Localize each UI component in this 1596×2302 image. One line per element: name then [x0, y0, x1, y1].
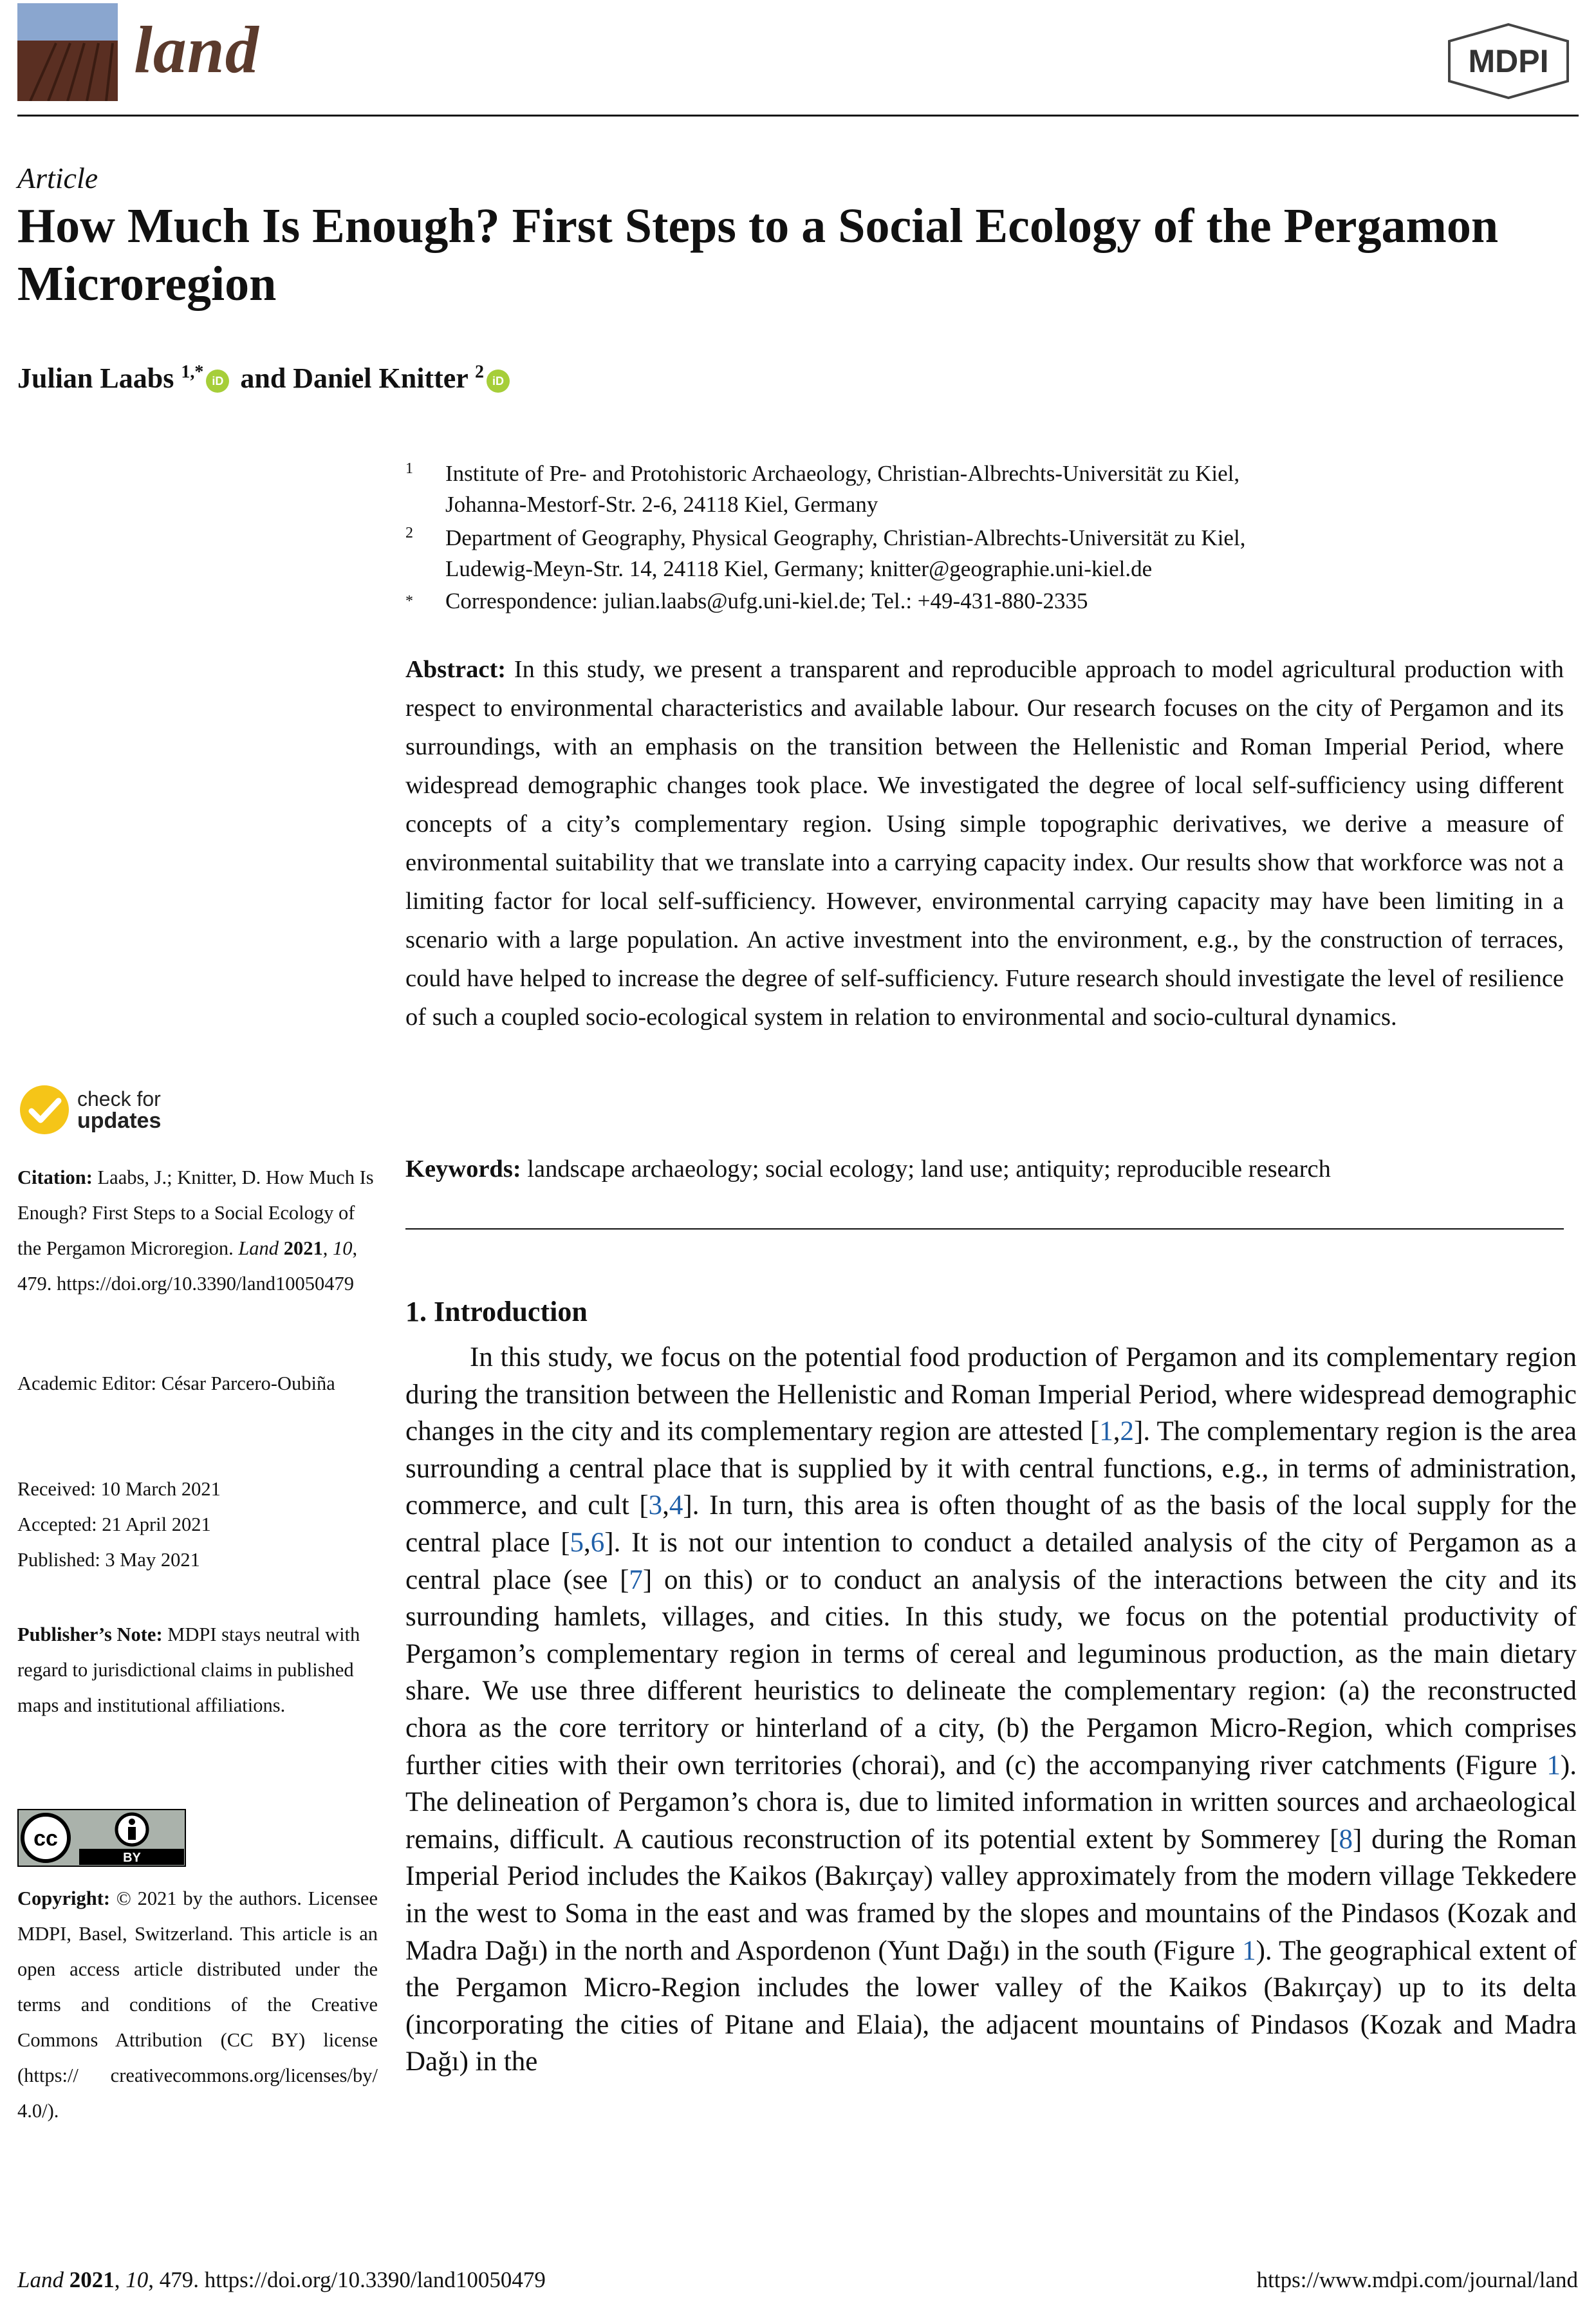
author-list	[17, 362, 514, 395]
abstract-label: Abstract:	[405, 656, 506, 683]
journal-logo	[17, 3, 118, 101]
cc-by-license-icon[interactable]	[17, 1809, 186, 1867]
citation-link[interactable]: 4	[669, 1490, 683, 1521]
affiliation-2: 2 Department of Geography, Physical Geography, Christian-Albrechts-Universität zu Kiel, Ludewig-Meyn-Str. 14, 24118 Kiel, Germany; knitter@geographie.uni-kiel.de	[405, 525, 1246, 581]
svg-text:cc: cc	[33, 1826, 58, 1851]
citation-link[interactable]: 2	[1120, 1416, 1135, 1447]
author-name[interactable]: and Daniel Knitter	[240, 362, 468, 394]
citation-doi-link[interactable]: https://doi.org/10.3390/land10050479	[57, 1273, 355, 1295]
figure-link[interactable]: 1	[1546, 1750, 1561, 1781]
keywords	[405, 1151, 1564, 1187]
author-affiliation-mark: 2	[475, 362, 484, 382]
svg-text:MDPI: MDPI	[1468, 43, 1549, 79]
keywords-text: landscape archaeology; social ecology; land use; antiquity; reproducible research	[527, 1156, 1331, 1183]
publisher-note: Publisher’s Note: MDPI stays neutral with regard to jurisdictional claims in published maps and institutional affiliations.	[17, 1624, 360, 1716]
dates-block	[17, 1472, 378, 1578]
check-for-updates[interactable]: check for updates	[77, 1087, 162, 1133]
citation-block: Citation: Laabs, J.; Knitter, D. How Much Is Enough? First Steps to a Social Ecology of the Pergamon Microregion. Land 2021, 10, 479. https://doi.org/10.3390/land10050479	[17, 1166, 374, 1295]
orcid-icon[interactable]: iD	[206, 370, 229, 393]
keywords-label: Keywords:	[405, 1156, 521, 1183]
header-rule	[17, 115, 1579, 117]
abstract	[405, 650, 1564, 1036]
introduction-text: In this study, we focus on the potential food production of Pergamon and its complementary region during the transition between the Hellenistic and Roman Imperial Period, where widespread demographic changes in the city and its complementary region are attested [1,2]. The complementary region is the area surrounding a central place that is supplied by it with central functions, e.g., in terms of administration, commerce, and cult [3,4]. In turn, this area is often thought of as the basis of the local supply for the central place [5,6]. It is not our intention to conduct a detailed analysis of the city of Pergamon as a central place (see [7] on this) or to conduct an analysis of the interactions between the city and its surrounding hamlets, villages, and cities. In this study, we focus on the potential productivity of Pergamon’s complementary region in terms of cereal and leguminous production, as the main dietary share. We use three different heuristics to delineate the complementary region: (a) the reconstructed chora as the core territory or hinterland of a city, (b) the Pergamon Micro-Region, which comprises further cities with their own territories (chorai), and (c) the accompanying river catchments (Figure 1). The delineation of Pergamon’s chora is, due to limited information in written sources and archaeological remains, difficult. A cautious reconstruction of its potential extent by Sommerey [8] during the Roman Imperial Period includes the Kaikos (Bakırçay) valley approximately from the modern village Tekkedere in the west to Soma in the east and was framed by the slopes and mountains of the Pindasos (Kozak and Madra Dağı) in the north and Aspordenon (Yunt Dağı) in the south (Figure 1). The geographical extent of the Pergamon Micro-Region includes the lower valley of the Kaikos (Bakırçay) up to its delta (incorporating the cities of Pitane and Elaia), the adjacent mountains of Pindasos (Kozak and Madra Dağı) in the	[405, 1342, 1577, 2077]
footer-citation: Land 2021, 10, 479. https://doi.org/10.3390/land10050479	[17, 2267, 546, 2292]
article-title: How Much Is Enough? First Steps to a Social Ecology of the Pergamon Microregion	[17, 199, 1499, 311]
figure-link[interactable]: 1	[1242, 1935, 1256, 1966]
citation-link[interactable]: 8	[1339, 1824, 1353, 1855]
author-affiliation-mark: 1,*	[181, 362, 204, 382]
accepted-date: Accepted: 21 April 2021	[17, 1513, 211, 1535]
citation-link[interactable]: 5	[570, 1527, 584, 1558]
copyright-block: Copyright: © 2021 by the authors. Licensee MDPI, Basel, Switzerland. This article is an open access article distributed under the terms and conditions of the Creative Commons Attribution (CC BY) license (https:// creativecommons.org/licenses/by/ 4.0/).	[17, 1887, 378, 2122]
journal-name: land	[134, 13, 259, 87]
affiliation-1: 1 Institute of Pre- and Protohistoric Archaeology, Christian-Albrechts-Universität zu Kiel, Johanna-Mestorf-Str. 2-6, 24118 Kiel, Germany	[405, 460, 1240, 517]
orcid-icon[interactable]: iD	[487, 370, 510, 393]
citation-link[interactable]: 1	[1099, 1416, 1113, 1447]
received-date: Received: 10 March 2021	[17, 1478, 221, 1500]
correspondence: * Correspondence: julian.laabs@ufg.uni-kiel.de; Tel.: +49-431-880-2335	[405, 588, 1088, 613]
citation-link[interactable]: 3	[648, 1490, 663, 1521]
svg-text:BY: BY	[123, 1851, 141, 1865]
mdpi-logo[interactable]	[1439, 22, 1578, 99]
check-for-updates-icon[interactable]	[17, 1083, 71, 1137]
section-rule	[405, 1228, 1564, 1230]
section-heading: 1. Introduction	[405, 1296, 588, 1327]
author-name[interactable]: Julian Laabs	[17, 362, 174, 394]
footer-journal-url[interactable]: https://www.mdpi.com/journal/land	[1256, 2267, 1578, 2292]
abstract-text: In this study, we present a transparent and reproducible approach to model agricultural production with respect to environmental characteristics and available labour. Our research focuses on the city of Pergamon and its surroundings, with an emphasis on the transition between the Hellenistic and Roman Imperial Period, where widespread demographic changes took place. We investigated the degree of local self-sufficiency using different concepts of a city’s complementary region. Using simple topographic derivatives, we derive a measure of environmental suitability that we translate into a carrying capacity index. Our results show that workforce was not a limiting factor for local self-sufficiency. However, environmental carrying capacity may have been limiting in a scenario with a large population. An active investment into the environment, e.g., by the construction of terraces, could have helped to increase the degree of self-sufficiency. Future research should investigate the level of resilience of such a coupled socio-ecological system in relation to environmental and socio-cultural dynamics.	[405, 656, 1564, 1031]
academic-editor: Academic Editor: César Parcero-Oubiña	[17, 1372, 335, 1394]
published-date: Published: 3 May 2021	[17, 1549, 200, 1571]
citation-link[interactable]: 6	[590, 1527, 605, 1558]
article-type: Article	[17, 162, 98, 194]
citation-link[interactable]: 7	[629, 1564, 643, 1595]
